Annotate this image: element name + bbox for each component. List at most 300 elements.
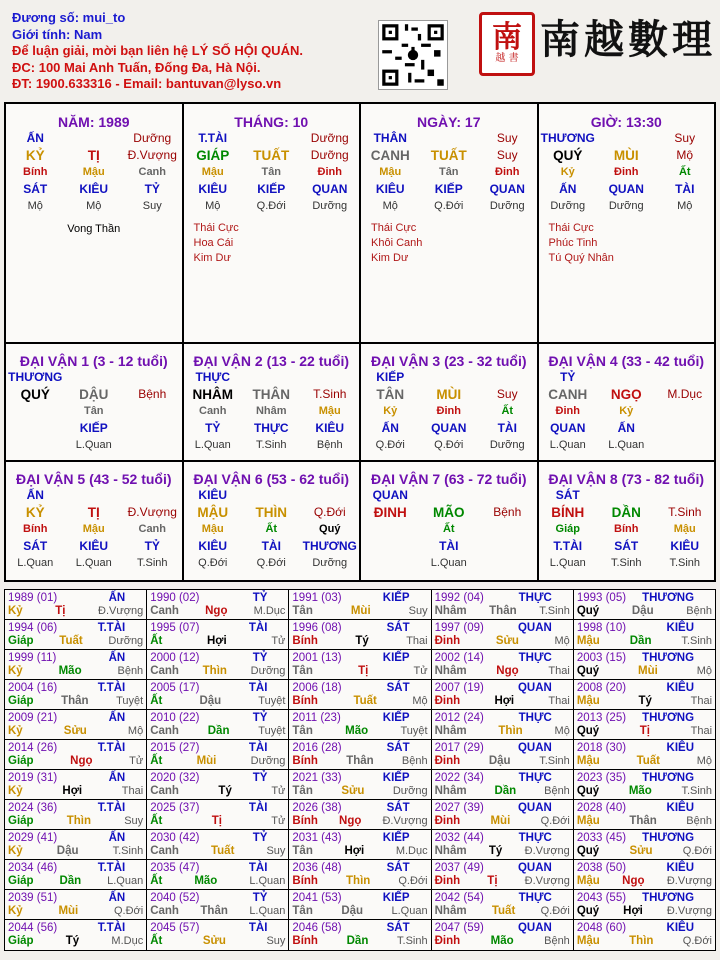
- year-pillar: [435, 635, 570, 648]
- year-stem: Mậu: [576, 695, 600, 707]
- pillar-life-stage: Dưỡng: [489, 200, 525, 212]
- year-label: 1994 (06): [8, 622, 58, 634]
- year-branch: Ngọ: [496, 665, 519, 677]
- year-branch: Mùi: [58, 905, 79, 917]
- year-ten-god: KIẾP: [382, 592, 410, 604]
- year-branch: Ngọ: [70, 755, 93, 767]
- dai-van-god-label: KIẾP: [376, 370, 405, 384]
- dai-van-life-stages: [184, 555, 360, 572]
- year-ten-god: TỶ: [252, 832, 268, 844]
- year-label: 2020 (32): [150, 772, 200, 784]
- year-head: [292, 862, 427, 875]
- pillar-pillar-glyph: TỊ: [87, 148, 100, 163]
- year-label: 2033 (45): [576, 832, 627, 844]
- dai-van-hidden-god: TÀI: [439, 539, 459, 553]
- year-branch: Mão: [58, 665, 82, 677]
- year-branch: Ngọ: [205, 605, 228, 617]
- dai-van-hidden-god: THỰC: [253, 421, 289, 435]
- year-head: [435, 862, 570, 875]
- year-cell: [289, 920, 431, 950]
- year-stem: Canh: [150, 725, 179, 737]
- dai-van-god-label: [123, 369, 182, 386]
- year-cell: [432, 620, 574, 649]
- dai-van-ten-god-top: [539, 369, 715, 386]
- dai-van-god-label: [242, 487, 301, 504]
- year-pillar: [8, 755, 143, 768]
- year-label: 2012 (24): [434, 712, 484, 724]
- year-cell: [147, 830, 289, 859]
- year-ten-god: THƯƠNG: [642, 772, 695, 784]
- dai-van-hidden-stem: Bính: [614, 523, 639, 535]
- year-ten-god: TÀI: [248, 682, 268, 694]
- dai-van-hidden-god: ẤN: [617, 421, 635, 435]
- year-branch: Hợi: [62, 785, 83, 797]
- dai-van-hidden-stem: [656, 403, 715, 420]
- year-ten-god: T.TÀI: [97, 742, 126, 754]
- year-row: [5, 620, 715, 650]
- year-stem: Quý: [576, 725, 600, 737]
- year-stem: Ất: [150, 875, 163, 887]
- year-label: 2018 (30): [576, 742, 627, 754]
- year-stage: Dưỡng: [392, 785, 428, 797]
- dai-van-hidden-gods: [6, 420, 182, 437]
- year-head: [435, 712, 570, 725]
- pillar-god-label: Dưỡng: [310, 131, 349, 145]
- year-ten-god: T.TÀI: [97, 682, 126, 694]
- year-cell: [574, 650, 715, 679]
- year-ten-god: ẤN: [108, 712, 126, 724]
- year-ten-god: THỰC: [518, 892, 552, 904]
- dai-van-hidden-god: THƯƠNG: [302, 539, 357, 553]
- dai-van-hidden-god: TỶ: [144, 539, 160, 553]
- year-cell: [574, 590, 715, 619]
- dai-van-hidden-stem: Mậu: [318, 405, 341, 417]
- dai-van-god-label: [656, 369, 715, 386]
- year-label: 2025 (37): [150, 802, 200, 814]
- year-stage: Tử: [271, 815, 286, 827]
- pillar-life-stage: Dưỡng: [608, 200, 644, 212]
- dai-van-life-stage: T.Sinh: [669, 557, 701, 569]
- year-pillar: [150, 935, 285, 948]
- year-stage: Mộ: [696, 755, 713, 767]
- year-stage: Đ.Vượng: [524, 875, 570, 887]
- dai-van-pillar-glyph: M.Dục: [667, 387, 703, 401]
- dai-van-hidden-stem: Mậu: [673, 523, 696, 535]
- year-label: 2000 (12): [150, 652, 200, 664]
- year-head: [150, 742, 285, 755]
- year-label: 2046 (58): [292, 922, 342, 934]
- dai-van-life-stage: L.Quan: [549, 557, 586, 569]
- year-branch: Hợi: [623, 905, 643, 917]
- dai-van-pillar-glyph: DẬU: [79, 387, 109, 402]
- year-stage: L.Quan: [107, 875, 144, 887]
- year-stage: Tuyệt: [116, 695, 144, 707]
- dai-van-life-stages: [539, 437, 715, 454]
- year-head: [577, 862, 712, 875]
- year-stem: Canh: [150, 605, 179, 617]
- year-head: [292, 772, 427, 785]
- year-stage: Bệnh: [544, 785, 570, 797]
- year-stage: Suy: [408, 605, 428, 617]
- year-head: [150, 652, 285, 665]
- year-row: [5, 650, 715, 680]
- year-pillar: [292, 695, 427, 708]
- year-pillar: [435, 785, 570, 798]
- year-ten-god: KIÊU: [666, 622, 695, 634]
- year-head: [435, 832, 570, 845]
- year-stage: Tuyệt: [258, 725, 286, 737]
- pillar-cell-3: [361, 104, 539, 342]
- dai-van-hidden-god: ẤN: [381, 421, 399, 435]
- year-label: 2034 (46): [8, 862, 58, 874]
- year-cell: [5, 830, 147, 859]
- year-ten-god: SÁT: [386, 622, 410, 634]
- year-cell: [5, 770, 147, 799]
- year-stem: Ất: [150, 695, 163, 707]
- year-label: 1991 (03): [292, 592, 342, 604]
- year-head: [577, 622, 712, 635]
- dai-van-pillar-glyph: QUÝ: [20, 387, 50, 402]
- dai-van-stem-branch: [6, 504, 182, 521]
- year-branch: Dần: [629, 635, 652, 647]
- year-head: [150, 922, 285, 935]
- year-branch: Sửu: [629, 845, 653, 857]
- year-stem: Giáp: [8, 695, 34, 707]
- year-head: [435, 622, 570, 635]
- year-stem: Bính: [292, 635, 318, 647]
- year-row: [5, 920, 715, 950]
- year-ten-god: QUAN: [517, 802, 552, 814]
- year-label: 1995 (07): [150, 622, 200, 634]
- year-stage: Thai: [690, 695, 713, 707]
- year-ten-god: TÀI: [248, 922, 268, 934]
- year-stage: Bệnh: [117, 665, 144, 677]
- year-stem: Nhâm: [434, 845, 467, 857]
- dai-van-stem-branch: [361, 504, 537, 521]
- dai-van-life-stage: [123, 437, 182, 454]
- year-head: [8, 832, 143, 845]
- year-stem: Mậu: [576, 875, 600, 887]
- year-stage: Thai: [406, 635, 428, 647]
- dai-van-hidden-god: KIÊU: [315, 421, 345, 435]
- year-pillar: [435, 725, 570, 738]
- year-label: 2019 (31): [8, 772, 58, 784]
- year-pillar: [8, 665, 143, 678]
- year-ten-god: SÁT: [386, 802, 410, 814]
- year-stage: Bệnh: [544, 935, 570, 947]
- year-head: [292, 832, 427, 845]
- year-label: 1992 (04): [434, 592, 484, 604]
- dai-van-hidden-god: TỶ: [205, 421, 221, 435]
- dai-van-hidden-stem: [123, 403, 182, 420]
- year-label: 2035 (47): [150, 862, 200, 874]
- year-cell: [289, 770, 431, 799]
- dai-van-life-stage: [478, 555, 537, 572]
- year-label: 2038 (50): [576, 862, 627, 874]
- year-label: 2031 (43): [292, 832, 342, 844]
- year-head: [8, 742, 143, 755]
- year-label: 2011 (23): [292, 712, 341, 724]
- dai-van-god-label: QUAN: [372, 488, 408, 502]
- year-row: [5, 890, 715, 920]
- year-head: [8, 862, 143, 875]
- year-label: 2047 (59): [434, 922, 484, 934]
- year-stem: Giáp: [8, 755, 34, 767]
- year-branch: Mùi: [196, 755, 217, 767]
- year-cell: [289, 680, 431, 709]
- dai-van-ten-god-top: [361, 487, 537, 504]
- dai-van-pillar-glyph: T.Sinh: [313, 387, 347, 401]
- dai-van-god-label: [597, 487, 656, 504]
- dai-van-pillar-glyph: ĐINH: [373, 505, 407, 520]
- year-cell: [147, 920, 289, 950]
- pillar-hidden-stem: Mậu: [82, 166, 105, 178]
- year-head: [577, 772, 712, 785]
- year-pillar: [292, 635, 427, 648]
- pillar-ten-god-top: [6, 130, 182, 147]
- year-stage: Tử: [129, 755, 144, 767]
- year-pillar: [435, 815, 570, 828]
- year-pillar: [435, 875, 570, 888]
- pillar-hidden-gods: [6, 181, 182, 198]
- seal-bottom-glyph: 越 書: [495, 53, 519, 64]
- dai-van-life-stage: [6, 437, 65, 454]
- dai-van-hidden-stems: [6, 403, 182, 420]
- year-pillar: [150, 845, 285, 858]
- year-head: [435, 742, 570, 755]
- pillar-hidden-stem: Canh: [138, 166, 166, 178]
- pillar-hidden-god: TÀI: [675, 182, 695, 196]
- year-stage: Q.Đới: [682, 935, 712, 947]
- year-cell: [289, 800, 431, 829]
- dai-van-hidden-stem: Mậu: [201, 523, 224, 535]
- dai-van-god-label: [65, 487, 124, 504]
- dai-van-pillar-glyph: Q.Đới: [313, 505, 346, 519]
- year-ten-god: ẤN: [108, 832, 126, 844]
- dai-van-pillar-glyph: Suy: [496, 387, 518, 401]
- dai-van-hidden-god: TÀI: [497, 421, 517, 435]
- pillar-hidden-god: KIẾP: [257, 182, 286, 196]
- dai-van-life-stage: L.Quan: [17, 557, 54, 569]
- year-branch: Dậu: [631, 605, 654, 617]
- year-branch: Mùi: [638, 665, 658, 677]
- year-label: 1999 (11): [8, 652, 57, 664]
- year-branch: Thìn: [346, 875, 371, 887]
- year-head: [150, 622, 285, 635]
- year-head: [8, 592, 143, 605]
- dai-van-hidden-god: T.TÀI: [553, 539, 583, 553]
- year-stem: Bính: [292, 755, 318, 767]
- dai-van-stem-branch: [6, 386, 182, 403]
- pillar-life-stage: Q.Đới: [434, 200, 464, 212]
- dai-van-god-label: [597, 369, 656, 386]
- year-head: [435, 922, 570, 935]
- pillar-stem-branch: [6, 147, 182, 164]
- year-stem: Kỷ: [8, 605, 23, 617]
- year-stem: Tân: [292, 845, 313, 857]
- year-pillar: [577, 815, 712, 828]
- dai-van-cell-8: [539, 462, 715, 580]
- year-stem: Giáp: [8, 635, 34, 647]
- dai-van-row-1: [6, 344, 714, 462]
- pillar-cell-4: [539, 104, 715, 342]
- year-head: [577, 892, 712, 905]
- year-stem: Giáp: [8, 935, 34, 947]
- year-label: 2009 (21): [8, 712, 58, 724]
- year-head: [292, 742, 427, 755]
- dai-van-hidden-gods: [361, 420, 537, 437]
- pillar-hidden-stem: Mậu: [379, 166, 402, 178]
- dai-van-life-stage: T.Sinh: [136, 557, 168, 569]
- pillar-god-label: T.TÀI: [198, 131, 228, 145]
- year-ten-god: THỰC: [518, 592, 552, 604]
- year-ten-god: TỶ: [252, 592, 268, 604]
- dai-van-hidden-gods: [184, 538, 360, 555]
- pillar-life-stages: [539, 198, 715, 215]
- year-head: [8, 922, 143, 935]
- year-head: [435, 652, 570, 665]
- dai-van-god-label: [242, 369, 301, 386]
- year-cell: [432, 590, 574, 619]
- dai-van-god-label: ẤN: [26, 488, 44, 502]
- special-star: Hoa Cái: [193, 237, 234, 249]
- year-ten-god: QUAN: [517, 742, 552, 754]
- year-label: 2044 (56): [8, 922, 58, 934]
- dai-van-hidden-stem: [361, 521, 420, 538]
- year-head: [435, 892, 570, 905]
- year-pillar: [292, 905, 427, 918]
- dai-van-pillar-glyph: DẦN: [611, 505, 641, 520]
- dai-van-god-label: [301, 369, 360, 386]
- dai-van-pillar-glyph: TÂN: [376, 387, 405, 402]
- dai-van-hidden-stem: Canh: [138, 523, 166, 535]
- year-stem: Quý: [576, 665, 600, 677]
- year-stem: Kỷ: [8, 725, 23, 737]
- year-branch: Tý: [65, 935, 80, 947]
- year-stage: Mộ: [554, 725, 570, 737]
- year-branch: Tý: [355, 635, 369, 647]
- year-branch: Mão: [628, 785, 652, 797]
- year-cell: [5, 800, 147, 829]
- year-stage: Suy: [124, 815, 144, 827]
- year-pillar: [150, 905, 285, 918]
- year-stage: L.Quan: [391, 905, 428, 917]
- year-stem: Kỷ: [8, 785, 23, 797]
- dai-van-title: ĐẠI VẬN 7 (63 - 72 tuổi): [370, 471, 527, 487]
- dai-van-hidden-stems: [361, 403, 537, 420]
- dai-van-ten-god-top: [184, 369, 360, 386]
- year-ten-god: KIÊU: [666, 922, 695, 934]
- year-branch: Tuất: [353, 695, 377, 707]
- pillar-life-stages: [6, 198, 182, 215]
- dai-van-hidden-gods: [539, 538, 715, 555]
- year-cell: [147, 890, 289, 919]
- year-branch: Hợi: [206, 635, 227, 647]
- dai-van-hidden-gods: [539, 420, 715, 437]
- year-branch: Mão: [345, 725, 369, 737]
- year-row: [5, 740, 715, 770]
- year-stage: Q.Đới: [540, 905, 570, 917]
- year-label: 2010 (22): [150, 712, 200, 724]
- dai-van-stem-branch: [361, 386, 537, 403]
- dai-van-life-stages: [6, 555, 182, 572]
- year-branch: Sửu: [495, 635, 519, 647]
- year-stem: Bính: [292, 935, 318, 947]
- pillar-pillar-glyph: Dưỡng: [310, 148, 349, 162]
- year-pillar: [292, 845, 427, 858]
- pillar-life-stages: [184, 198, 360, 215]
- dai-van-hidden-stems: [539, 521, 715, 538]
- year-pillar: [150, 665, 285, 678]
- year-cell: [5, 740, 147, 769]
- dai-van-hidden-stem: Ất: [265, 523, 278, 535]
- year-label: 1990 (02): [150, 592, 200, 604]
- pillar-hidden-god: QUAN: [608, 182, 644, 196]
- year-pillar: [150, 785, 285, 798]
- year-branch: Ngọ: [339, 815, 362, 827]
- dai-van-hidden-stem: [6, 403, 65, 420]
- year-cell: [574, 770, 715, 799]
- owner-name: Đương số: mui_to: [12, 10, 126, 25]
- dai-van-hidden-stem: Mậu: [82, 523, 105, 535]
- dai-van-life-stage: Dưỡng: [312, 557, 348, 569]
- pillar-cell-1: [6, 104, 184, 342]
- year-ten-god: TỶ: [252, 652, 268, 664]
- dai-van-hidden-stem: Tân: [83, 405, 104, 417]
- dai-van-hidden-stem: Nhâm: [255, 405, 287, 417]
- pillar-god-label: [420, 130, 479, 147]
- year-ten-god: THƯƠNG: [642, 592, 695, 604]
- year-pillar: [577, 605, 712, 618]
- pillar-pillar-glyph: GIÁP: [196, 148, 230, 163]
- year-stem: Kỷ: [8, 905, 23, 917]
- dai-van-hidden-stem: Đinh: [555, 405, 580, 417]
- pillar-title: GIỜ: 13:30: [590, 114, 662, 130]
- pillar-life-stage: Mộ: [677, 200, 693, 212]
- pillar-ten-god-top: [539, 130, 715, 147]
- year-head: [577, 712, 712, 725]
- year-label: 2022 (34): [434, 772, 484, 784]
- dai-van-hidden-god: [656, 420, 715, 437]
- year-pillar: [577, 635, 712, 648]
- year-stem: Kỷ: [8, 665, 23, 677]
- address: ĐC: 100 Mai Anh Tuấn, Đống Đa, Hà Nội.: [12, 59, 261, 75]
- year-ten-god: ẤN: [108, 652, 126, 664]
- brand-title: 南越數理: [540, 16, 716, 63]
- pillar-ten-god-top: [361, 130, 537, 147]
- year-stem: Tân: [292, 905, 313, 917]
- pillar-stem-branch: [361, 147, 537, 164]
- dai-van-hidden-stem: Đinh: [436, 405, 461, 417]
- year-head: [8, 622, 143, 635]
- year-branch: Sửu: [341, 785, 365, 797]
- year-ten-god: SÁT: [386, 922, 410, 934]
- year-pillar: [8, 605, 143, 618]
- chart-header: [12, 10, 303, 93]
- year-row: [5, 590, 715, 620]
- year-ten-god: KIẾP: [382, 712, 410, 724]
- year-label: 2037 (49): [434, 862, 484, 874]
- pillar-hidden-stem: Mậu: [201, 166, 224, 178]
- year-stem: Bính: [292, 875, 318, 887]
- year-cell: [289, 710, 431, 739]
- year-stem: Nhâm: [434, 665, 467, 677]
- year-branch: Hợi: [344, 845, 365, 857]
- year-stage: Đ.Vượng: [524, 845, 570, 857]
- year-cell: [147, 650, 289, 679]
- year-branch: Thân: [489, 605, 517, 617]
- dai-van-pillar-glyph: Bệnh: [493, 505, 522, 519]
